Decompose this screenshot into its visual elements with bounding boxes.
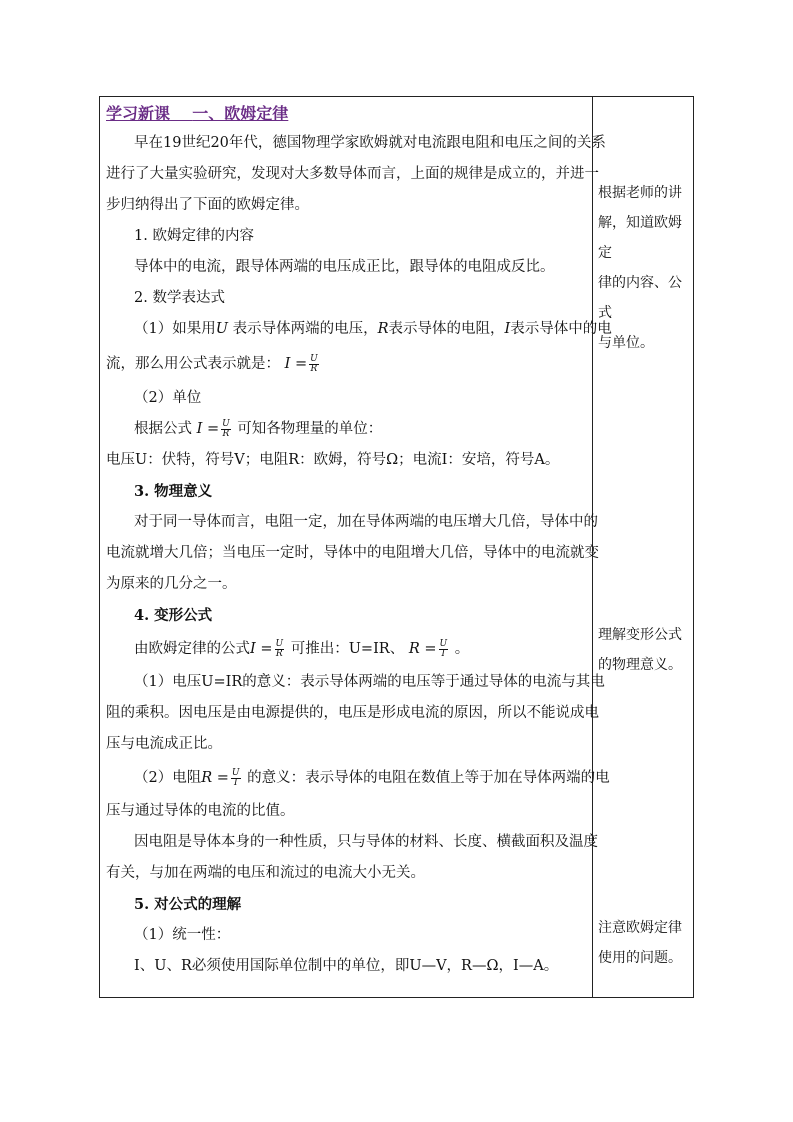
text: 表示导体两端的电压， bbox=[227, 321, 378, 337]
formula-label: R = bbox=[408, 641, 437, 657]
text: 流，那么用公式表示就是： bbox=[106, 356, 280, 372]
formula-fraction bbox=[221, 420, 231, 439]
text: （1）如果用 bbox=[134, 321, 216, 337]
var-r: R bbox=[377, 321, 389, 337]
formula-label: R = bbox=[201, 770, 229, 786]
numerator: U bbox=[222, 418, 230, 429]
formula-fraction bbox=[309, 355, 319, 374]
denominator: R bbox=[222, 428, 230, 439]
denominator: R bbox=[310, 363, 318, 374]
s4-p1-line-3: 压与电流成正比。 bbox=[106, 736, 222, 752]
s3-line-3: 为原来的几分之一。 bbox=[106, 576, 237, 592]
note-line: 的物理意义。 bbox=[598, 657, 682, 673]
s4-p1-line-2: 阻的乘积。因电压是由电源提供的，电压是形成电流的原因，所以不能说成电 bbox=[106, 705, 599, 721]
s1-text: 导体中的电流，跟导体两端的电压成正比，跟导体的电阻成反比。 bbox=[134, 259, 555, 275]
formula-label: I = bbox=[284, 356, 308, 372]
s3-line-2: 电流就增大几倍；当电压一定时，导体中的电阻增大几倍，导体中的电流就变 bbox=[106, 545, 599, 561]
note-line: 根据老师的讲 bbox=[598, 185, 682, 201]
s2-title: 2. 数学表达式 bbox=[134, 290, 225, 306]
text: 可知各物理量的单位： bbox=[232, 421, 383, 437]
s4-line-1 bbox=[106, 631, 588, 667]
heading-right: 一、欧姆定律 bbox=[192, 104, 289, 123]
section-heading bbox=[106, 100, 588, 128]
formula-fraction bbox=[231, 769, 241, 788]
side-note-2 bbox=[598, 620, 690, 680]
unit-line-2: 电压U：伏特，符号V；电阻R：欧姆，符号Ω；电流I：安培，符号A。 bbox=[106, 452, 560, 468]
intro-line-2: 进行了大量实验研究，发现对大多数导体而言，上面的规律是成立的，并进一 bbox=[106, 166, 599, 182]
numerator: U bbox=[275, 638, 284, 649]
note-line: 解，知道欧姆定 bbox=[598, 215, 682, 261]
s3-line-1: 对于同一导体而言，电阻一定，加在导体两端的电压增大几倍，导体中的 bbox=[134, 514, 598, 530]
formula-label: I = bbox=[250, 641, 273, 657]
unit-line-1 bbox=[106, 414, 588, 445]
text: 表示导体的电阻， bbox=[388, 321, 505, 337]
s4-p1-line-1: （1）电压U=IR的意义：表示导体两端的电压等于通过导体的电流与其电 bbox=[134, 674, 605, 690]
s1-title: 1. 欧姆定律的内容 bbox=[134, 228, 254, 244]
side-note-3 bbox=[598, 913, 690, 973]
side-note-1 bbox=[598, 178, 690, 358]
text: 根据公式 bbox=[134, 421, 197, 437]
s4-p2-line-1 bbox=[106, 760, 610, 796]
s4-p3-line-2: 有关，与加在两端的电压和流过的电流大小无关。 bbox=[106, 865, 425, 881]
intro-line-1: 早在19世纪20年代，德国物理学家欧姆就对电流跟电阻和电压之间的关系 bbox=[134, 135, 606, 151]
formula-fraction bbox=[275, 640, 285, 659]
s2-line-2 bbox=[106, 345, 588, 383]
denominator: I bbox=[441, 648, 446, 659]
heading-left: 学习新课 bbox=[106, 104, 171, 123]
numerator: U bbox=[310, 353, 318, 364]
text: 由欧姆定律的公式 bbox=[134, 641, 250, 657]
main-column bbox=[106, 100, 612, 982]
note-line: 注意欧姆定律 bbox=[598, 920, 682, 936]
s4-p2-line-2: 压与通过导体的电流的比值。 bbox=[106, 803, 295, 819]
numerator: U bbox=[231, 767, 240, 778]
s2-unit-title: （2）单位 bbox=[134, 390, 202, 406]
s4-title: 4. 变形公式 bbox=[134, 607, 213, 624]
text: （2）电阻 bbox=[134, 770, 202, 786]
note-line: 律的内容、公式 bbox=[598, 275, 682, 321]
s4-p3-line-1: 因电阻是导体本身的一种性质，只与导体的材料、长度、横截面积及温度 bbox=[134, 834, 598, 850]
s5-title: 5. 对公式的理解 bbox=[134, 896, 242, 913]
text: 。 bbox=[450, 641, 470, 657]
text: 的意义：表示导体的电阻在数值上等于加在导体两端的电 bbox=[242, 770, 610, 786]
var-u: U bbox=[215, 321, 228, 337]
note-line: 理解变形公式 bbox=[598, 627, 682, 643]
s3-title: 3. 物理意义 bbox=[134, 483, 213, 500]
s2-line-1 bbox=[106, 314, 612, 345]
numerator: U bbox=[439, 638, 448, 649]
s5-sub: （1）统一性： bbox=[134, 927, 231, 943]
s5-text: I、U、R必须使用国际单位制中的单位，即U—V，R—Ω，I—A。 bbox=[134, 958, 559, 974]
text: 表示导体中的电 bbox=[510, 321, 612, 337]
note-line: 与单位。 bbox=[598, 335, 654, 351]
formula-fraction bbox=[439, 640, 449, 659]
note-line: 使用的问题。 bbox=[598, 950, 682, 966]
denominator: I bbox=[233, 777, 238, 788]
var-i: I bbox=[504, 321, 511, 337]
denominator: R bbox=[275, 648, 283, 659]
text: 可推出：U=IR、 bbox=[286, 641, 409, 657]
intro-line-3: 步归纳得出了下面的欧姆定律。 bbox=[106, 197, 309, 213]
formula-label: I = bbox=[196, 421, 220, 437]
